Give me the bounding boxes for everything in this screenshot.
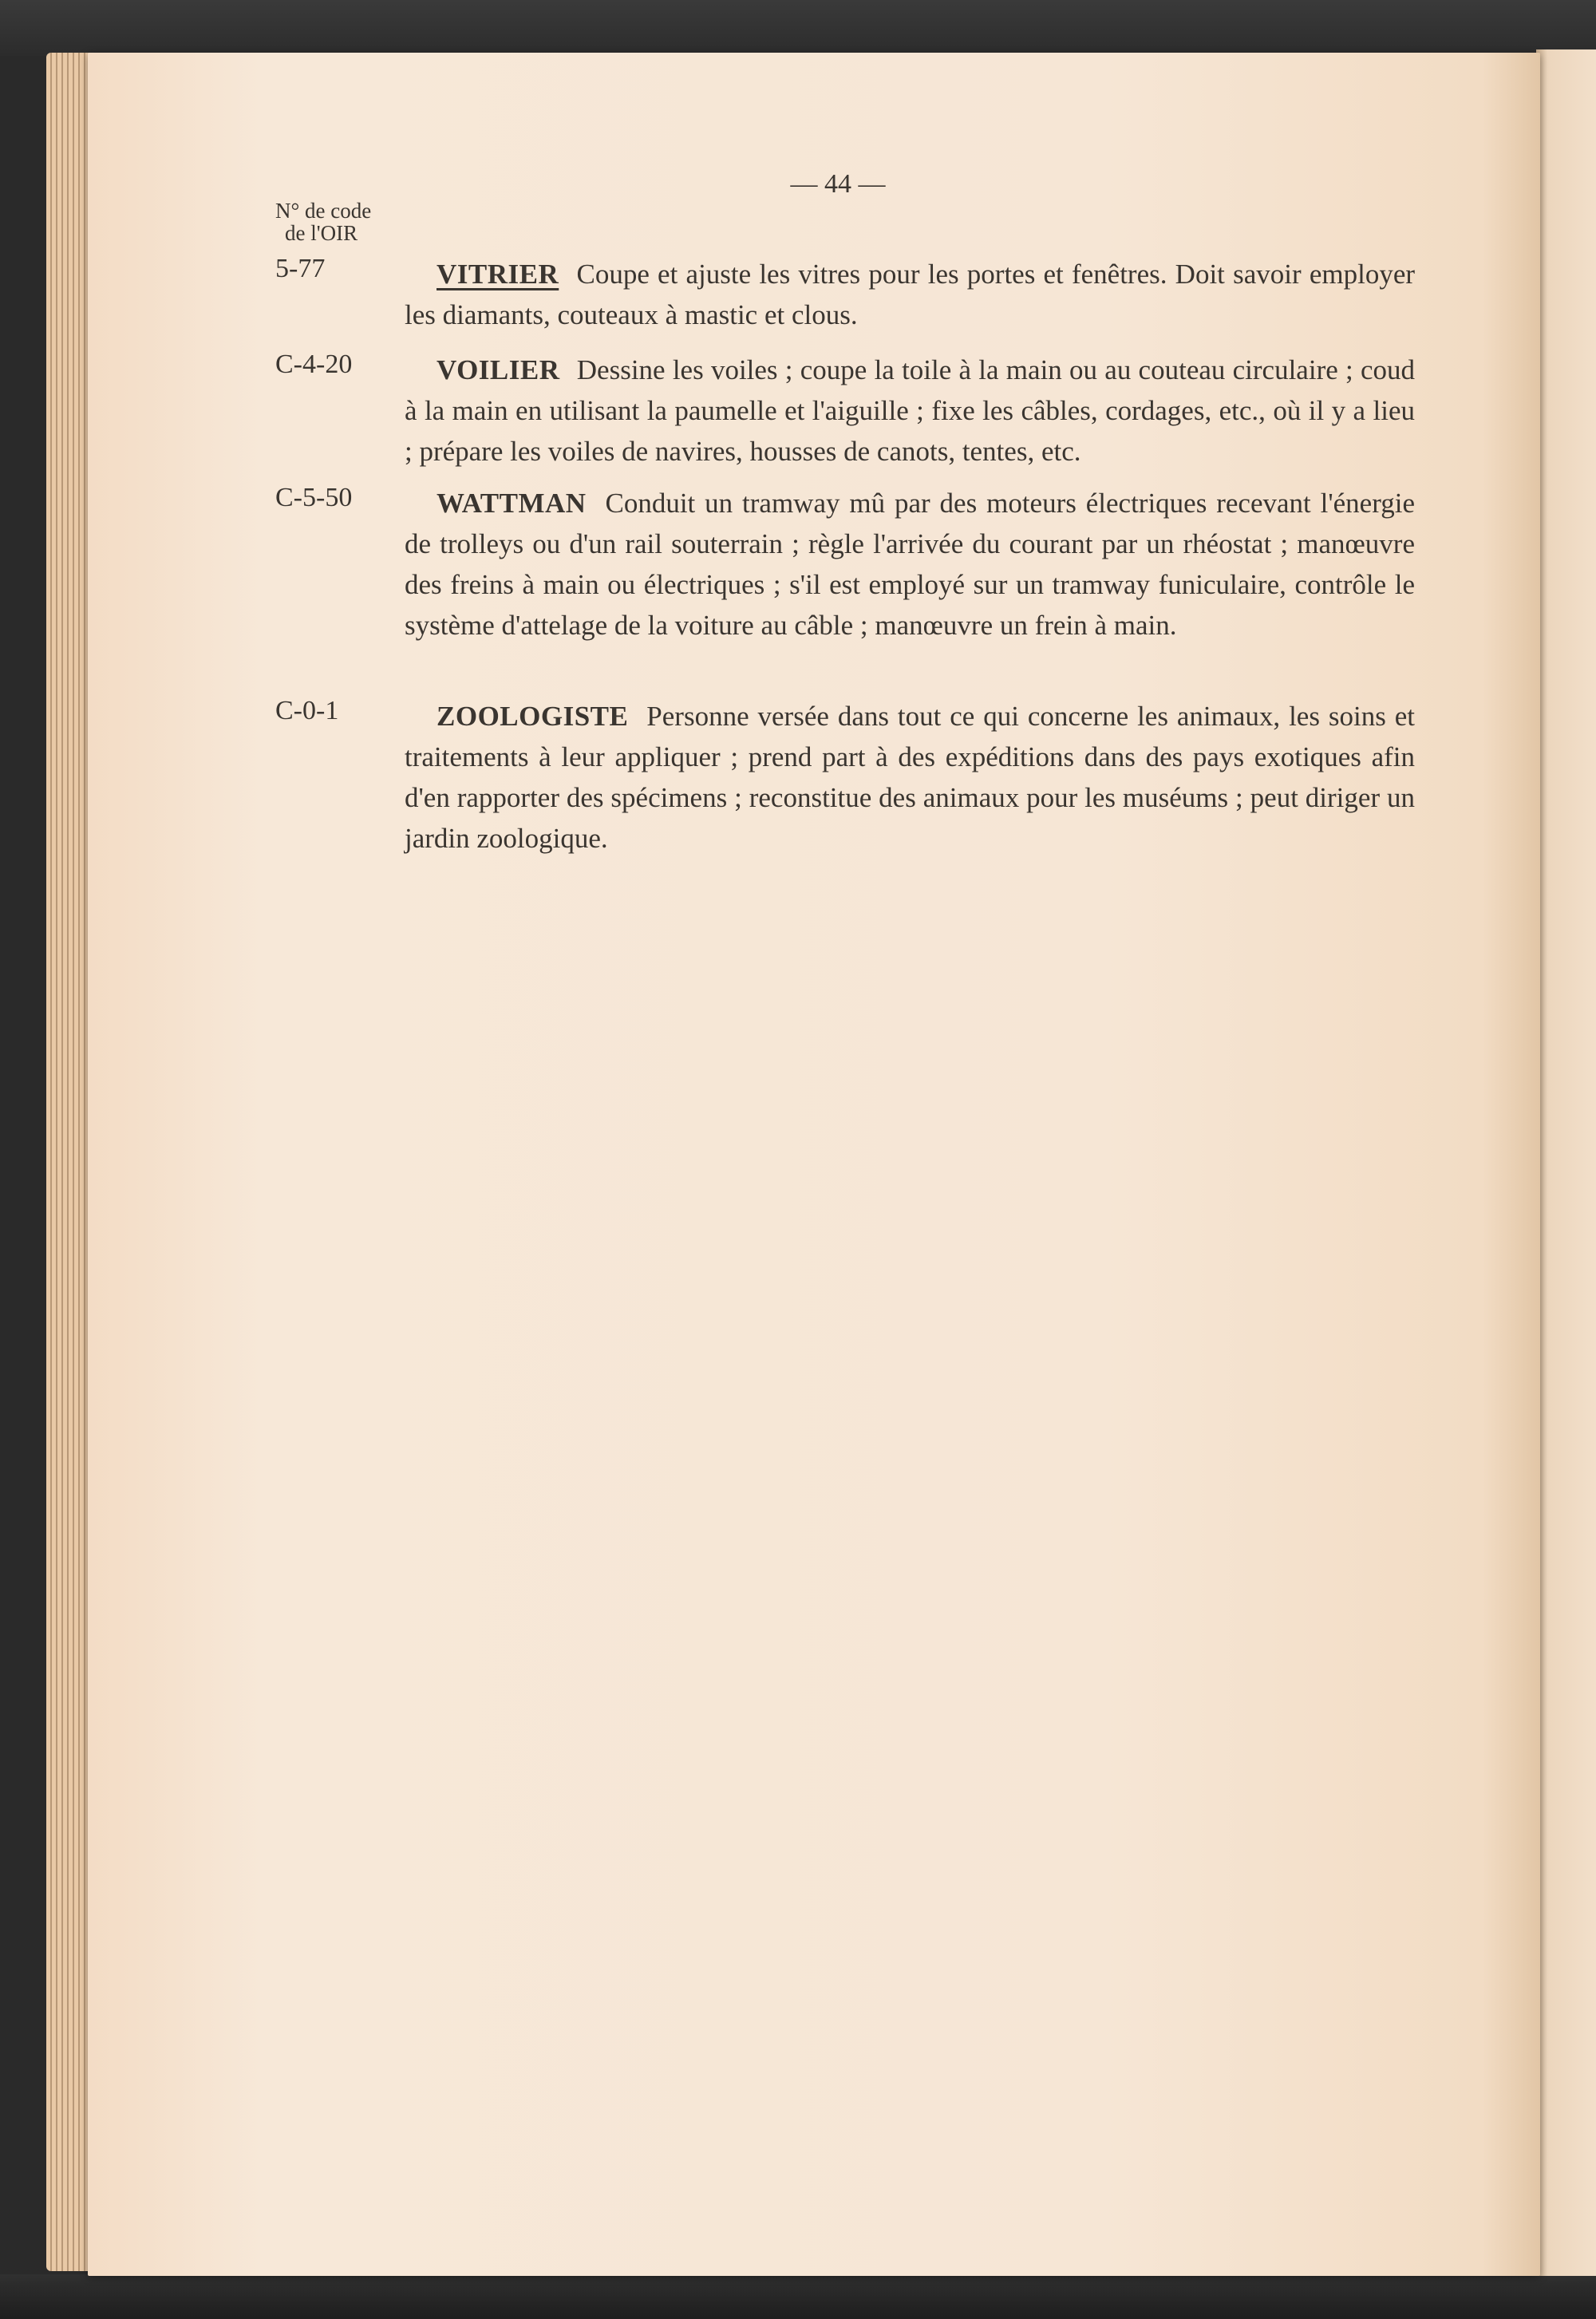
entry-body xyxy=(405,254,1415,335)
entry-body xyxy=(405,350,1415,472)
code-header-line1: N° de code xyxy=(275,199,372,223)
entry-description: Conduit un tramway mû par des moteurs électriques recevant l'énergie de trolleys ou d'un rail souterrain ; règle l'arrivée du courant par un rhéostat ; manœuvre des freins à main ou électriques ; s'il est employé sur un tramway funiculaire, contrôle le système d'attelage de la voiture au câble ; manœuvre un frein à main. xyxy=(405,488,1415,641)
scan-backdrop-top xyxy=(0,0,1596,56)
entry-code: C-5-50 xyxy=(275,483,353,512)
entry-body xyxy=(405,483,1415,646)
page-number: — 44 — xyxy=(790,169,886,199)
entry-body xyxy=(405,696,1415,859)
entry-title: ZOOLOGISTE xyxy=(437,701,629,732)
code-column-header xyxy=(275,200,371,244)
entry-title: VITRIER xyxy=(437,259,559,290)
entry-code: C-0-1 xyxy=(275,696,339,725)
entry-description: Dessine les voiles ; coupe la toile à la main ou au couteau circulaire ; coud à la main en utilisant la paumelle et l'aiguille ; fixe les câbles, cordages, etc., où il y a lieu ; prépare les voiles de navires, housses de canots, tentes, etc. xyxy=(405,354,1415,467)
entry-code: 5-77 xyxy=(275,254,326,283)
entry-title: VOILIER xyxy=(437,354,560,385)
entry-code: C-4-20 xyxy=(275,350,353,379)
next-page-edge xyxy=(1536,49,1596,2276)
code-header-line2: de l'OIR xyxy=(285,221,358,245)
scan-backdrop-bottom xyxy=(0,2274,1596,2319)
entry-description: Personne versée dans tout ce qui concerne les animaux, les soins et traitements à leur appliquer ; prend part à des expéditions dans des pays exotiques afin d'en rapporter des spécimens ; reconstitue des animaux pour les muséums ; peut diriger un jardin zoologique. xyxy=(405,701,1415,854)
entry-description: Coupe et ajuste les vitres pour les portes et fenêtres. Doit savoir employer les diamants, couteaux à mastic et clous. xyxy=(405,259,1416,330)
entry-title: WATTMAN xyxy=(437,488,587,519)
